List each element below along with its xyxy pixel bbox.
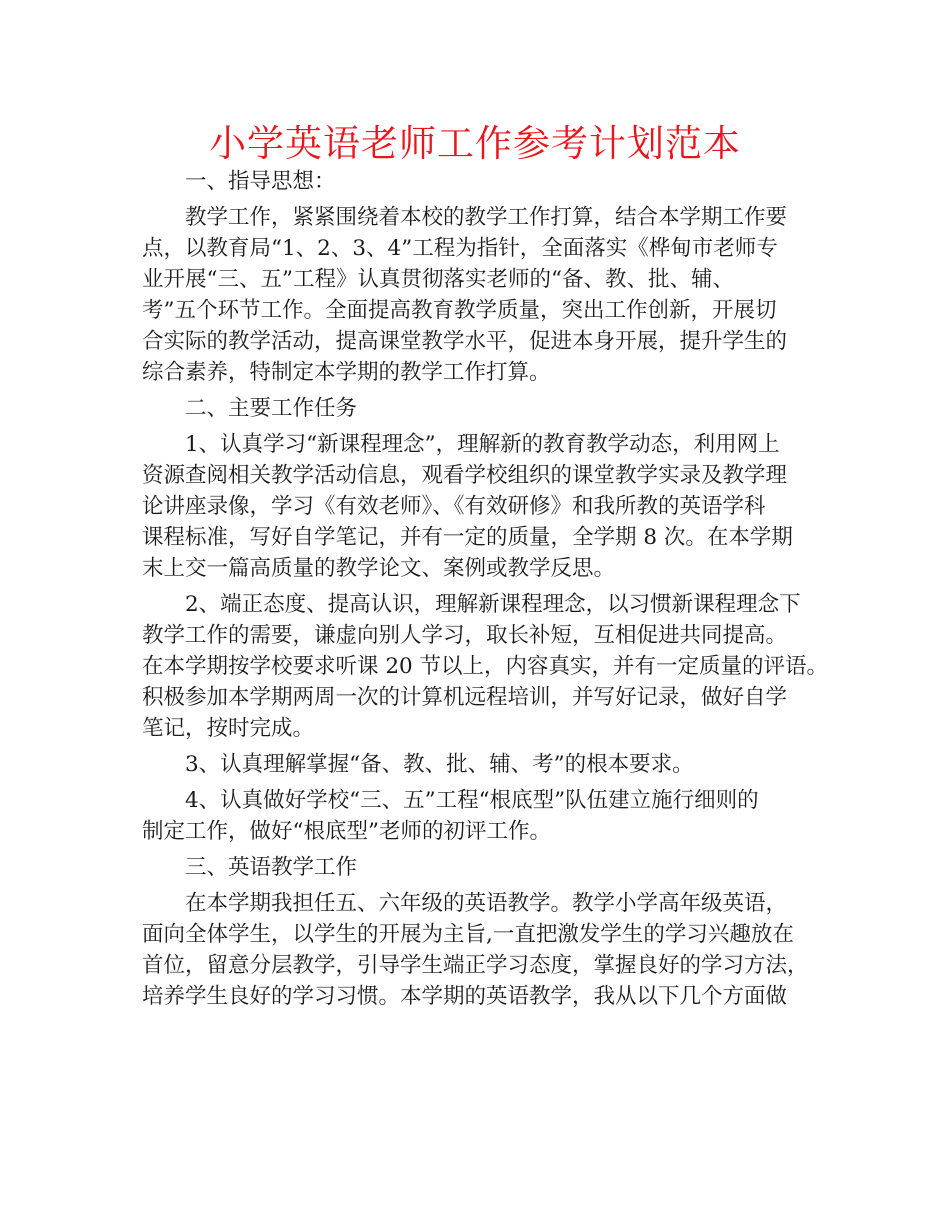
- paragraph: 1、认真学习“新课程理念”，理解新的教育教学动态，利用网上 资源查阅相关教学活动信息，观看学校组织的课堂教学实录及教学理 论讲座录像，学习《有效老师》、《有效研修》和我所教的英语学科 课程标准，写好自学笔记，并有一定的质量，全学期 8 次。在本学期 末上交一篇高质量的教学论文、案例或教学反思。: [142, 432, 793, 581]
- paragraph: 4、认真做好学校“三、五”工程“根底型”队伍建立施行细则的 制定工作，做好“根底型”老师的初评工作。: [142, 788, 759, 844]
- document-title: 小学英语老师工作参考计划范本: [209, 122, 741, 165]
- document-body: [142, 166, 829, 1012]
- section-heading: 一、指导思想：: [185, 169, 336, 194]
- section-heading: 三、英语教学工作: [185, 855, 358, 880]
- paragraph: 3、认真理解掌握“备、教、批、辅、考”的根本要求。: [185, 752, 694, 777]
- paragraph: 在本学期我担任五、六年级的英语教学。教学小学高年级英语， 面向全体学生，以学生的开展为主旨,一直把激发学生的学习兴趣放在 首位，留意分层教学，引导学生端正学习态度，掌握良好的学习方法， 培养学生良好的学习习惯。本学期的英语教学，我从以下几个方面做: [142, 891, 809, 1009]
- paragraph: 教学工作，紧紧围绕着本校的教学工作打算，结合本学期工作要 点，以教育局“1、2、3、4”工程为指针，全面落实《桦甸市老师专 业开展“三、五”工程》认真贯彻落实老师的“备、教、批、辅、 考”五个环节工作。全面提高教育教学质量，突出工作创新，开展切 合实际的教学活动，提高课堂教学水平，促进本身开展，提升学生的 综合素养，特制定本学期的教学工作打算。: [142, 205, 788, 385]
- paragraph: 2、端正态度、提高认识，理解新课程理念，以习惯新课程理念下 教学工作的需要，谦虚向别人学习，取长补短，互相促进共同提高。 在本学期按学校要求听课 20 节以上，内容真实，并有一定质量的评语。 积极参加本学期两周一次的计算机远程培训，并写好记录，做好自学 笔记，按时完成。: [142, 592, 829, 741]
- section-heading: 二、主要工作任务: [185, 396, 358, 421]
